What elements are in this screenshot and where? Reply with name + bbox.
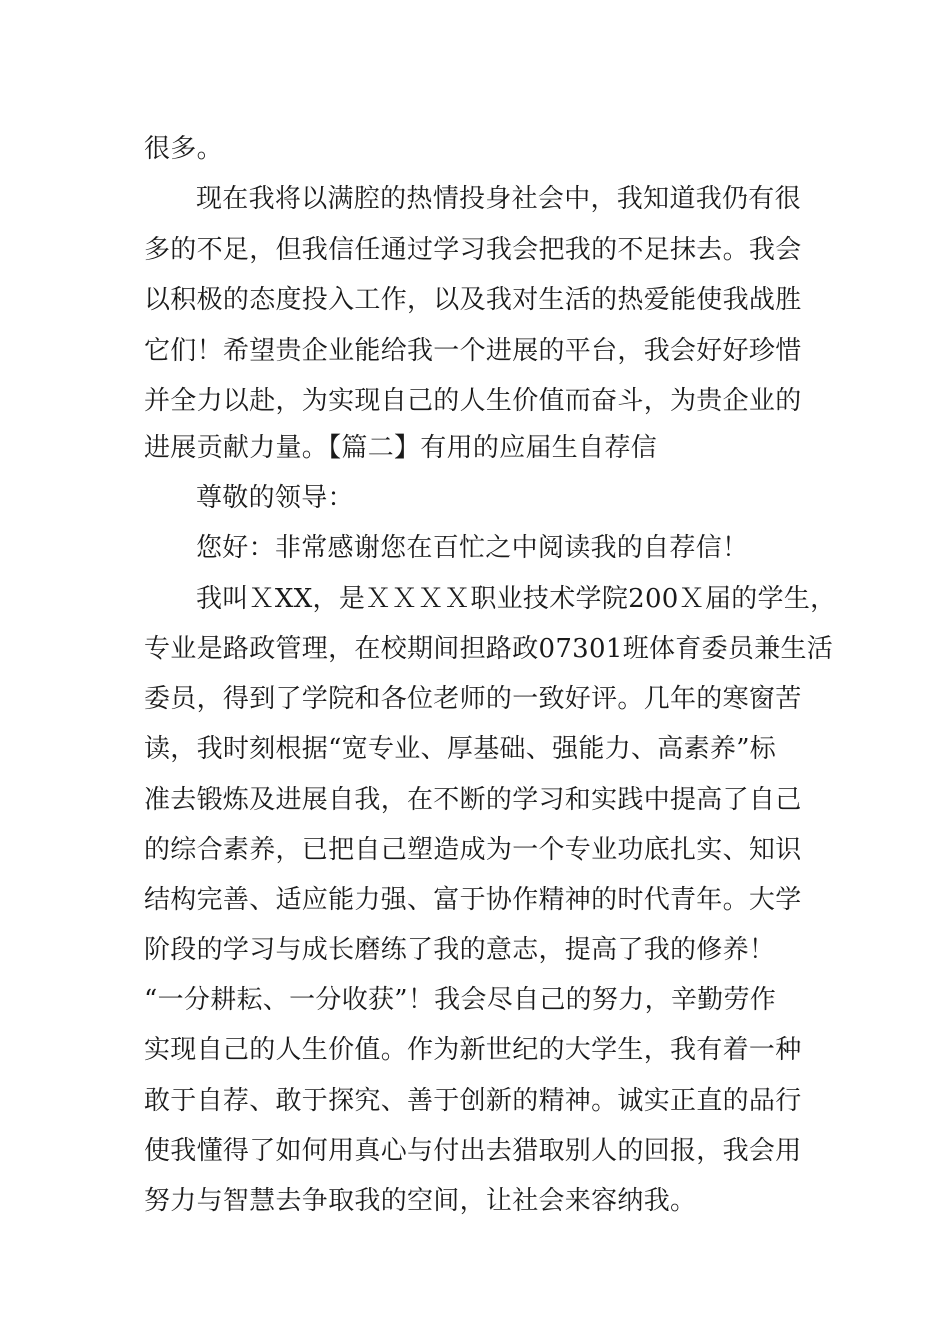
text-line: 专业是路政管理，在校期间担路政07301班体育委员兼生活 (144, 634, 834, 664)
text-line: 多的不足，但我信任通过学习我会把我的不足抹去。我会 (144, 235, 802, 265)
text-line: 委员，得到了学院和各位老师的一致好评。几年的寒窗苦 (144, 684, 802, 714)
text-line: 敢于自荐、敢于探究、善于创新的精神。诚实正直的品行 (144, 1086, 802, 1116)
paragraph-line: 现在我将以满腔的热情投身社会中，我知道我仍有很 (196, 184, 801, 214)
greeting-line: 您好：非常感谢您在百忙之中阅读我的自荐信！ (196, 533, 749, 563)
text-line: 结构完善、适应能力强、富于协作精神的时代青年。大学 (144, 885, 802, 915)
text-line: 并全力以赴，为实现自己的人生价值而奋斗，为贵企业的 (144, 386, 802, 416)
salutation: 尊敬的领导： (196, 483, 354, 513)
text-line: “一分耕耘、一分收获”！我会尽自己的努力，辛勤劳作 (144, 985, 777, 1015)
text-line: 以积极的态度投入工作，以及我对生活的热爱能使我战胜 (144, 285, 802, 315)
text-line: 它们！希望贵企业能给我一个进展的平台，我会好好珍惜 (144, 336, 802, 366)
text-line: 准去锻炼及进展自我，在不断的学习和实践中提高了自己 (144, 785, 802, 815)
paragraph-line: 我叫ＸXX，是ＸＸＸＸ职业技术学院200Ｘ届的学生， (196, 584, 837, 614)
text-line: 努力与智慧去争取我的空间，让社会来容纳我。 (144, 1186, 697, 1216)
text-line: 实现自己的人生价值。作为新世纪的大学生，我有着一种 (144, 1035, 802, 1065)
text-line: 很多。 (144, 134, 223, 164)
text-line: 的综合素养，已把自己塑造成为一个专业功底扎实、知识 (144, 835, 802, 865)
text-line: 阶段的学习与成长磨练了我的意志，提高了我的修养！ (144, 935, 776, 965)
text-line: 进展贡献力量。【篇二】有用的应届生自荐信 (144, 433, 658, 463)
text-line: 使我懂得了如何用真心与付出去猎取别人的回报，我会用 (144, 1136, 802, 1166)
text-line: 读，我时刻根据“宽专业、厚基础、强能力、高素养”标 (144, 734, 777, 764)
